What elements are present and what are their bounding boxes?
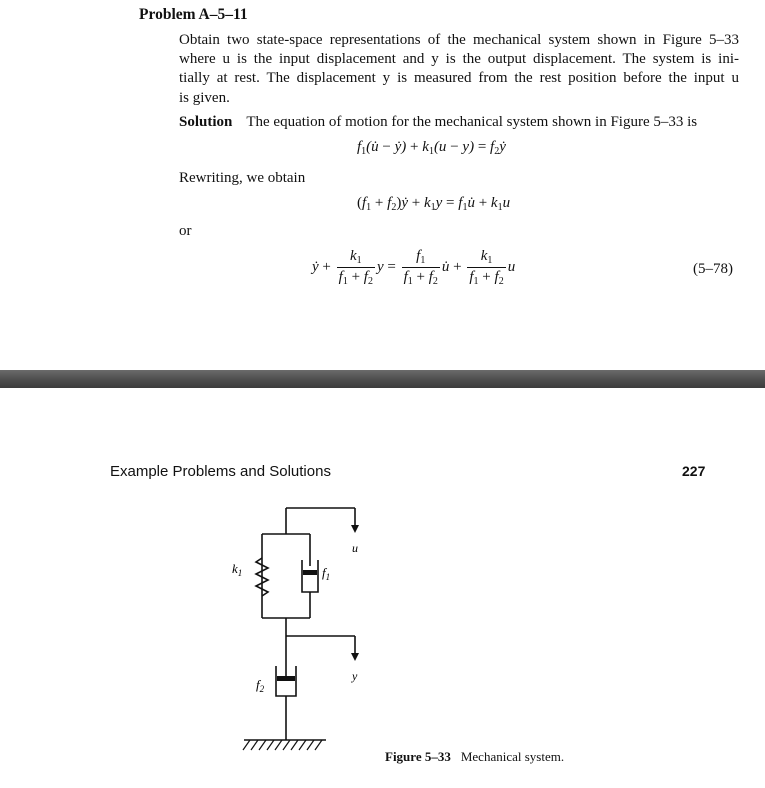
statement-line-2: where u is the input displacement and y is the output displacement. The system is ini- [179, 51, 739, 68]
figure-caption [385, 749, 564, 765]
page-bottom [0, 388, 765, 788]
statement-line-3: tially at rest. The displacement y is measured from the rest position before the input u [179, 70, 739, 87]
mechanical-system-figure [0, 498, 400, 788]
page-separator [0, 370, 765, 388]
equation-number: (5–78) [693, 261, 733, 277]
label-k1: $k_1$ [232, 561, 243, 578]
page-top [0, 0, 765, 370]
label-f2: $f_2$ [256, 677, 265, 694]
statement-line-1: Obtain two state-space representations of the mechanical system shown in Figure 5–33 [179, 32, 739, 48]
caption-text: Mechanical system. [460, 749, 565, 764]
or-text: or [179, 223, 192, 239]
page-number: 227 [682, 463, 706, 479]
label-y: y [352, 669, 358, 683]
statement-line-4: is given. [179, 89, 230, 106]
damper1-piston [303, 570, 317, 575]
equation-rewritten: ($f_1$ + $f_2)ẏ + k_1y$ = $f_1u̇ + k_1u$ [357, 195, 511, 213]
ground-hatch [243, 740, 322, 750]
rewriting-text: Rewriting, we obtain [179, 170, 306, 186]
solution-label: Solution [179, 114, 233, 130]
y-arrow-head [351, 653, 359, 661]
problem-heading: Problem A–5–11 [139, 6, 248, 23]
label-f1: $f_1$ [322, 565, 331, 582]
label-u: u [352, 541, 358, 555]
problem-statement [179, 31, 739, 108]
section-title: Example Problems and Solutions [110, 463, 331, 480]
equation-of-motion: $f_1(u̇$ − ẏ) + $k_1(u - y)$ = $f_2ẏ$ [357, 139, 506, 157]
equation-5-78: ẏ + $\frac{k_1}{f_1 + f_2}$ y = $\frac{f_1}{f_1 + f_2}$ u̇ + $\frac{k_1}{f_1 + f_2}$ u [312, 248, 516, 287]
solution-line [179, 114, 697, 131]
damper2-piston [277, 676, 295, 681]
solution-intro: The equation of motion for the mechanical system shown in Figure 5–33 is [246, 114, 698, 130]
caption-label: Figure 5–33 [385, 749, 451, 764]
u-arrow-head [351, 525, 359, 533]
